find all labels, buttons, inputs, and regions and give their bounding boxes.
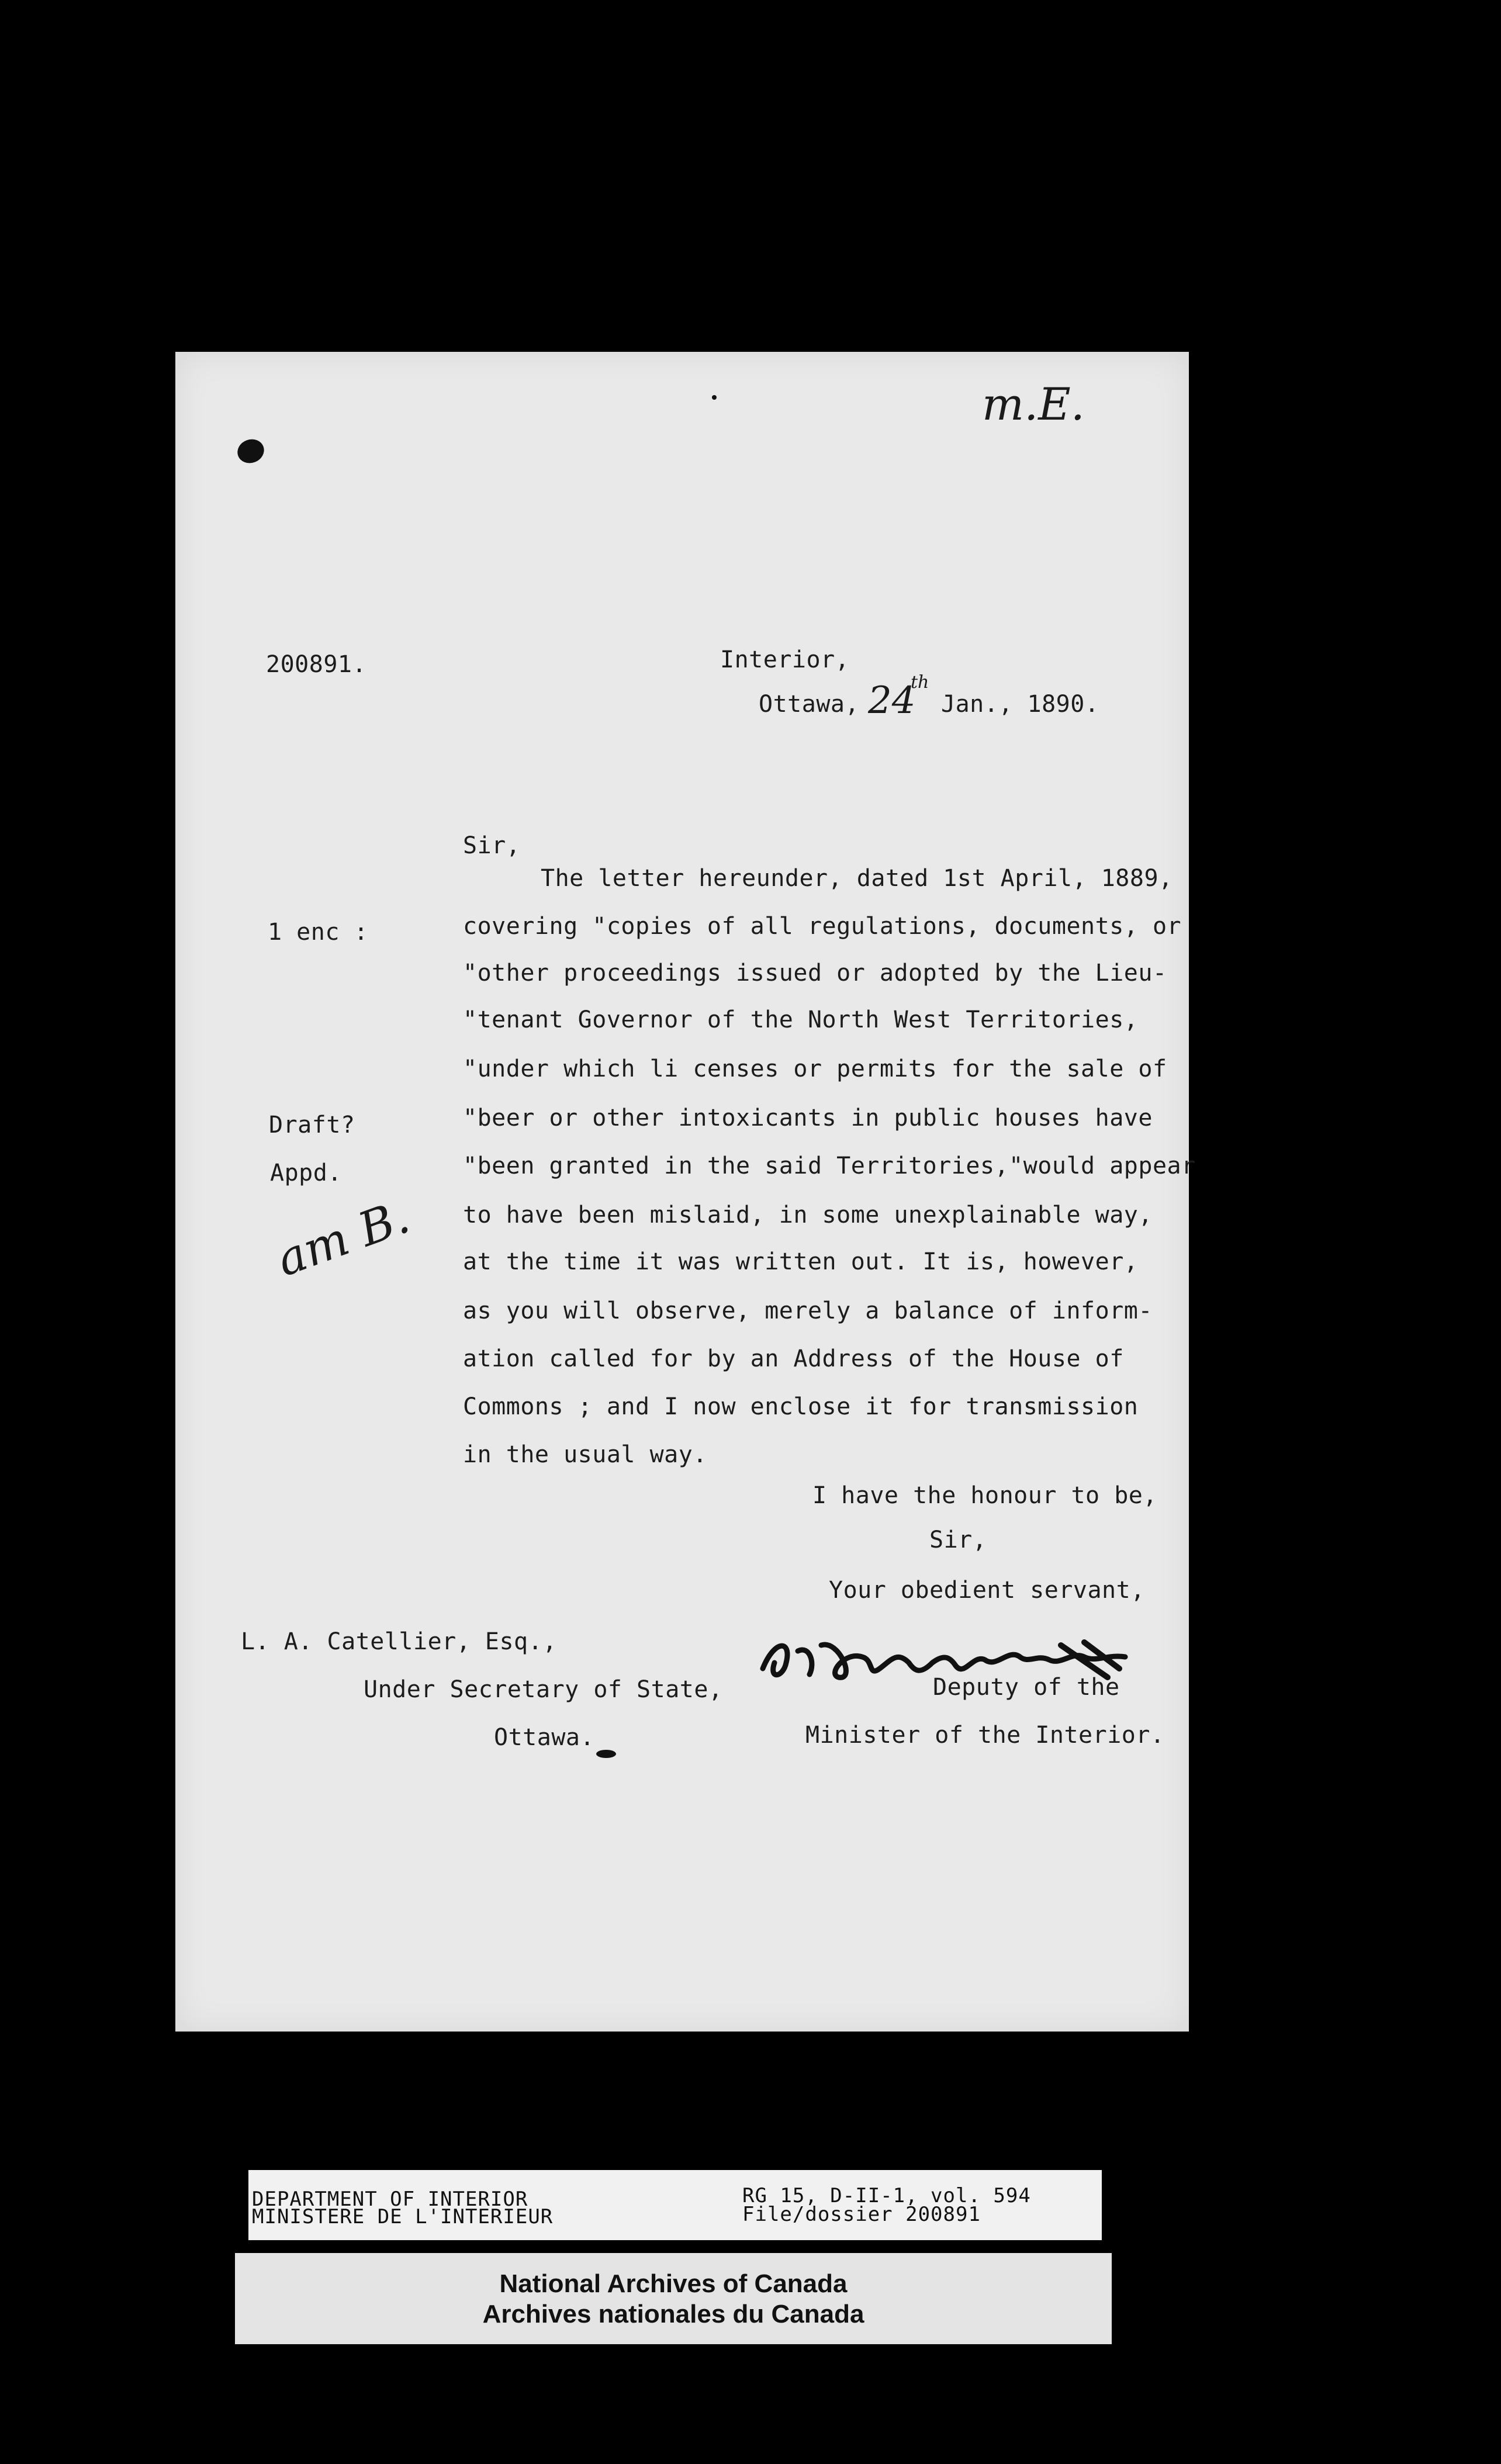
date-day-suffix: th <box>911 672 929 693</box>
place-name: Ottawa, <box>759 691 860 718</box>
closing-sir: Sir, <box>929 1527 987 1553</box>
dept-fr: MINISTERE DE L'INTERIEUR <box>252 2205 554 2228</box>
body-line: "tenant Governor of the North West Territories, <box>463 1006 1139 1033</box>
body-line: "under which li censes or permits for the sale of <box>463 1055 1167 1082</box>
dept-en: DEPARTMENT OF INTERIOR <box>252 2188 528 2211</box>
draft-note: Draft? <box>269 1112 355 1138</box>
date-day: 24 <box>868 679 916 722</box>
approved-note: Appd. <box>270 1160 342 1186</box>
body-line: "other proceedings issued or adopted by the Lieu- <box>463 960 1167 987</box>
body-line: ation called for by an Address of the House of <box>463 1345 1124 1372</box>
archives-name-fr: Archives nationales du Canada <box>482 2300 864 2328</box>
body-line: "been granted in the said Territories,"would appear <box>463 1153 1196 1179</box>
letter-page <box>175 352 1196 2032</box>
body-line: as you will observe, merely a balance of inform- <box>463 1297 1153 1324</box>
addressee-place: Ottawa. <box>494 1724 595 1751</box>
closing-servant: Your obedient servant, <box>829 1577 1145 1604</box>
ink-blot <box>596 1750 616 1758</box>
body-line: "beer or other intoxicants in public houses have <box>463 1105 1153 1131</box>
body-line: The letter hereunder, dated 1st April, 1889, <box>541 865 1173 892</box>
closing-honour: I have the honour to be, <box>812 1482 1157 1509</box>
addressee-title: Under Secretary of State, <box>364 1676 723 1703</box>
record-group: RG 15, D-II-1, vol. 594 <box>742 2184 1031 2207</box>
date-month-year: Jan., 1890. <box>941 691 1099 718</box>
body-line: Commons ; and I now enclose it for transmission <box>463 1393 1139 1420</box>
ink-dot <box>712 395 717 400</box>
enclosure-note: 1 enc : <box>268 919 369 946</box>
department-name: Interior, <box>720 646 850 673</box>
signatory-title: Deputy of the <box>933 1674 1120 1701</box>
corner-note: m.E. <box>982 378 1085 430</box>
body-line: to have been mislaid, in some unexplainable way, <box>463 1202 1153 1228</box>
approval-initials: am B. <box>269 1189 417 1288</box>
archives-name-label <box>235 2253 1112 2344</box>
archives-name-en: National Archives of Canada <box>499 2269 848 2298</box>
ink-blot <box>234 435 268 466</box>
body-line: covering "copies of all regulations, documents, or <box>463 913 1182 940</box>
addressee-name: L. A. Catellier, Esq., <box>241 1628 557 1655</box>
body-line: at the time it was written out. It is, however, <box>463 1248 1139 1275</box>
file-number: 200891. <box>266 651 367 678</box>
file-reference: File/dossier 200891 <box>742 2203 981 2226</box>
salutation: Sir, <box>463 832 521 859</box>
body-line: in the usual way. <box>463 1441 707 1468</box>
signature-image <box>757 1628 1131 1692</box>
archive-reference-label <box>248 2170 1102 2240</box>
signatory-title-2: Minister of the Interior. <box>805 1722 1165 1749</box>
